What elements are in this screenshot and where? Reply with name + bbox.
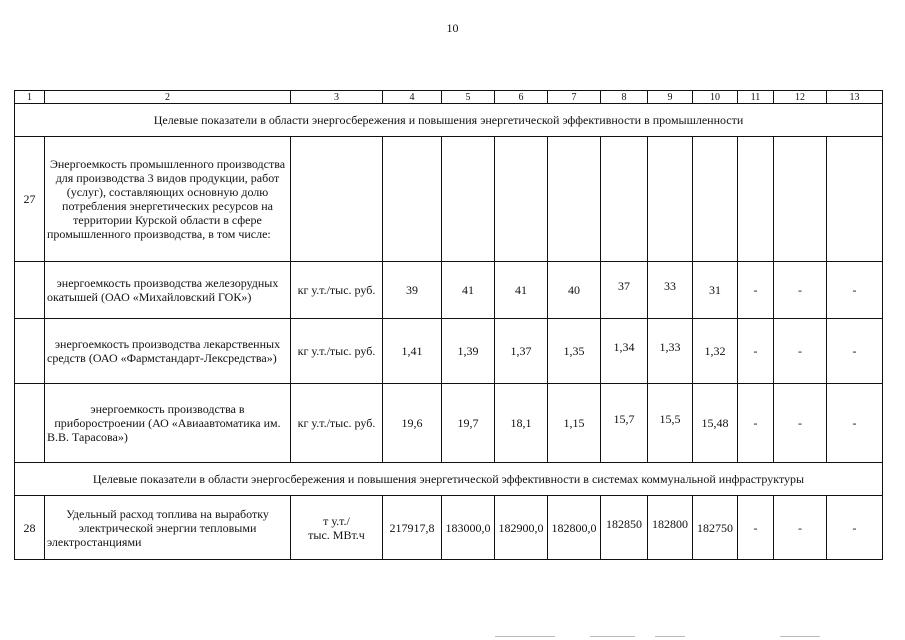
value-text: 33: [664, 279, 676, 293]
scan-artifact-line: [495, 636, 555, 637]
value-text: 15,5: [659, 412, 681, 426]
unit-cell: кг у.т./тыс. руб.: [291, 384, 383, 463]
column-number: 8: [601, 91, 648, 104]
indicator-name: энергоемкость производства лекарственных средств (ОАО «Фармстандарт-Лексредства»): [45, 319, 291, 384]
row-number: [15, 262, 45, 319]
section-heading: Целевые показатели в области энергосбережения и повышения энергетической эффективности в промышленности: [15, 104, 883, 137]
value-cell: 182750: [693, 496, 738, 560]
indicator-name: энергоемкость производства в приборостроении (АО «Авиаавтоматика им. В.В. Тарасова»): [45, 384, 291, 463]
value-cell: 1,37: [495, 319, 548, 384]
column-number: 3: [291, 91, 383, 104]
table-row: [15, 319, 883, 384]
value-cell: [548, 137, 601, 262]
value-cell: 183000,0: [442, 496, 495, 560]
value-cell: [827, 137, 883, 262]
scan-artifact-line: [655, 636, 685, 637]
table-row: [15, 496, 883, 560]
value-cell: 1,39: [442, 319, 495, 384]
row-number: [15, 384, 45, 463]
value-cell: [774, 137, 827, 262]
page-number: 10: [446, 21, 459, 35]
value-cell: 40: [548, 262, 601, 319]
value-cell: 31: [693, 262, 738, 319]
value-cell: 15,48: [693, 384, 738, 463]
value-text: 15,7: [613, 412, 635, 426]
value-cell: [442, 137, 495, 262]
value-cell: 182900,0: [495, 496, 548, 560]
column-number: 4: [383, 91, 442, 104]
column-number: 11: [738, 91, 774, 104]
value-cell: 1,41: [383, 319, 442, 384]
value-cell: [738, 137, 774, 262]
value-cell: -: [774, 319, 827, 384]
section-industry-row: [15, 104, 883, 137]
value-cell: -: [774, 496, 827, 560]
unit-cell: [291, 496, 383, 560]
unit-line: т у.т./: [323, 513, 350, 528]
value-cell: -: [738, 319, 774, 384]
value-cell: -: [774, 262, 827, 319]
section-heading: Целевые показатели в области энергосбережения и повышения энергетической эффективности в системах коммунальной инфраструктуры: [15, 463, 883, 496]
column-numbers-row: [15, 91, 883, 104]
value-cell: 182800,0: [548, 496, 601, 560]
value-cell: [601, 137, 648, 262]
column-number: 9: [648, 91, 693, 104]
column-number: 10: [693, 91, 738, 104]
value-cell: 39: [383, 262, 442, 319]
value-cell: [648, 384, 693, 463]
value-cell: -: [827, 496, 883, 560]
value-cell: [648, 496, 693, 560]
value-cell: -: [774, 384, 827, 463]
value-cell: [601, 384, 648, 463]
value-cell: [383, 137, 442, 262]
indicator-name: Энергоемкость промышленного производства для производства 3 видов продукции, работ (услуг), составляющих основную долю потребления энергетических ресурсов на территории Курской области в сфере промышленного производства, в том числе:: [45, 137, 291, 262]
row-number: 28: [15, 496, 45, 560]
column-number: 5: [442, 91, 495, 104]
value-text: 182850: [606, 516, 642, 531]
value-cell: [601, 319, 648, 384]
value-cell: 1,15: [548, 384, 601, 463]
unit-cell: [291, 137, 383, 262]
indicator-name: Удельный расход топлива на выработку электрической энергии тепловыми электростанциями: [45, 496, 291, 560]
scan-artifact-line: [590, 636, 635, 637]
indicators-table: [14, 90, 883, 560]
value-cell: -: [738, 262, 774, 319]
value-text: 1,33: [659, 340, 681, 354]
value-cell: 41: [495, 262, 548, 319]
value-cell: 41: [442, 262, 495, 319]
unit-cell: кг у.т./тыс. руб.: [291, 262, 383, 319]
table-row: [15, 137, 883, 262]
unit-line: тыс. МВт.ч: [308, 527, 365, 542]
value-cell: 19,7: [442, 384, 495, 463]
value-cell: 217917,8: [383, 496, 442, 560]
value-cell: [495, 137, 548, 262]
value-cell: -: [738, 384, 774, 463]
row-number: [15, 319, 45, 384]
column-number: 2: [45, 91, 291, 104]
column-number: 12: [774, 91, 827, 104]
value-text: 37: [618, 279, 630, 293]
value-cell: -: [827, 319, 883, 384]
value-cell: 18,1: [495, 384, 548, 463]
section-utilities-row: [15, 463, 883, 496]
value-cell: 1,32: [693, 319, 738, 384]
value-cell: -: [827, 384, 883, 463]
column-number: 1: [15, 91, 45, 104]
column-number: 13: [827, 91, 883, 104]
value-text: 182800: [652, 516, 688, 531]
value-cell: [648, 262, 693, 319]
column-number: 6: [495, 91, 548, 104]
value-cell: [648, 319, 693, 384]
value-cell: 1,35: [548, 319, 601, 384]
value-cell: [601, 496, 648, 560]
value-cell: 19,6: [383, 384, 442, 463]
value-cell: -: [738, 496, 774, 560]
scan-artifact-line: [780, 636, 820, 637]
value-cell: [601, 262, 648, 319]
indicator-name: энергоемкость производства железорудных окатышей (ОАО «Михайловский ГОК»): [45, 262, 291, 319]
value-cell: -: [827, 262, 883, 319]
table-row: [15, 262, 883, 319]
column-number: 7: [548, 91, 601, 104]
unit-cell: кг у.т./тыс. руб.: [291, 319, 383, 384]
value-cell: [693, 137, 738, 262]
value-text: 1,34: [613, 340, 635, 354]
row-number: 27: [15, 137, 45, 262]
value-cell: [648, 137, 693, 262]
table-row: [15, 384, 883, 463]
